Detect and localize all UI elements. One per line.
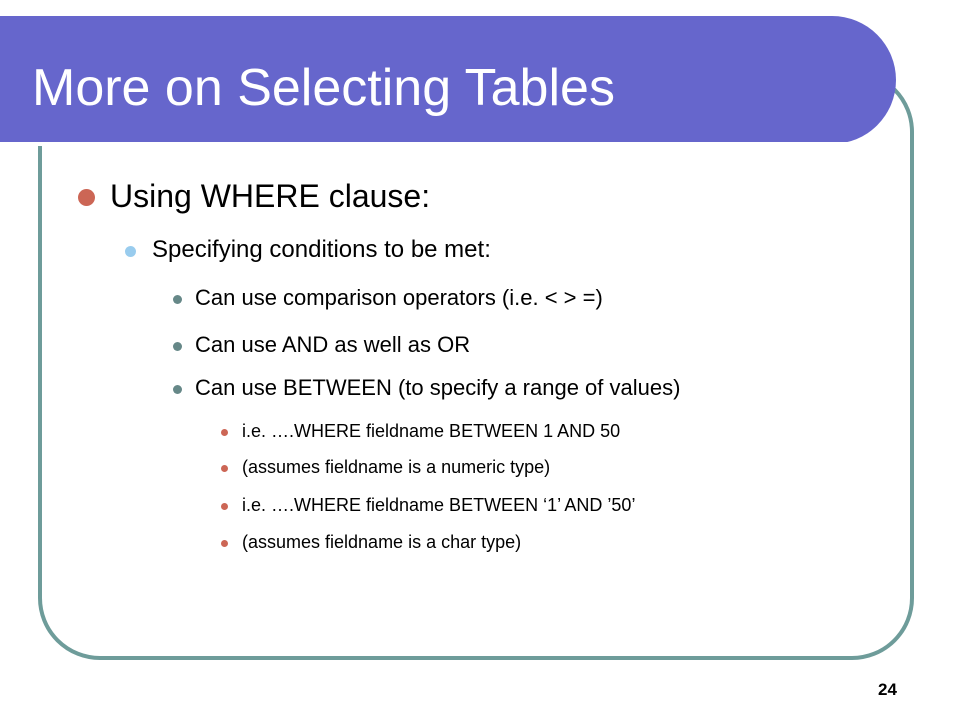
bullet-text: (assumes fieldname is a char type) (242, 532, 522, 552)
bullet-text: Using WHERE clause: (110, 178, 431, 214)
title-underline (0, 142, 848, 146)
bullet-item (195, 375, 680, 401)
bullet-text: Can use BETWEEN (to specify a range of values) (195, 375, 681, 400)
bullet-item (242, 457, 550, 478)
bullet-icon (173, 385, 182, 394)
bullet-icon (173, 295, 182, 304)
bullet-item (242, 495, 635, 516)
bullet-item (152, 236, 491, 264)
bullet-icon (221, 540, 228, 547)
slide-title: More on Selecting Tables (32, 59, 615, 117)
bullet-item (242, 421, 620, 442)
title-bar (0, 16, 896, 144)
bullet-icon (173, 342, 182, 351)
page-number: 24 (878, 680, 897, 699)
bullet-icon (125, 246, 136, 257)
bullet-item (195, 285, 603, 311)
bullet-icon (221, 503, 228, 510)
slide-frame (38, 70, 914, 660)
bullet-text: (assumes fieldname is a numeric type) (242, 457, 551, 477)
bullet-text: i.e. ….WHERE fieldname BETWEEN 1 AND 50 (242, 421, 621, 441)
bullet-icon (78, 189, 95, 206)
bullet-icon (221, 465, 228, 472)
bullet-item (110, 178, 430, 215)
bullet-text: Can use AND as well as OR (195, 332, 471, 357)
bullet-text: Can use comparison operators (i.e. < > =) (195, 285, 603, 310)
bullet-item (242, 532, 521, 553)
bullet-icon (221, 429, 228, 436)
bullet-item (195, 332, 470, 358)
bullet-text: i.e. ….WHERE fieldname BETWEEN ‘1’ AND ’50’ (242, 495, 636, 515)
bullet-text: Specifying conditions to be met: (152, 236, 491, 263)
